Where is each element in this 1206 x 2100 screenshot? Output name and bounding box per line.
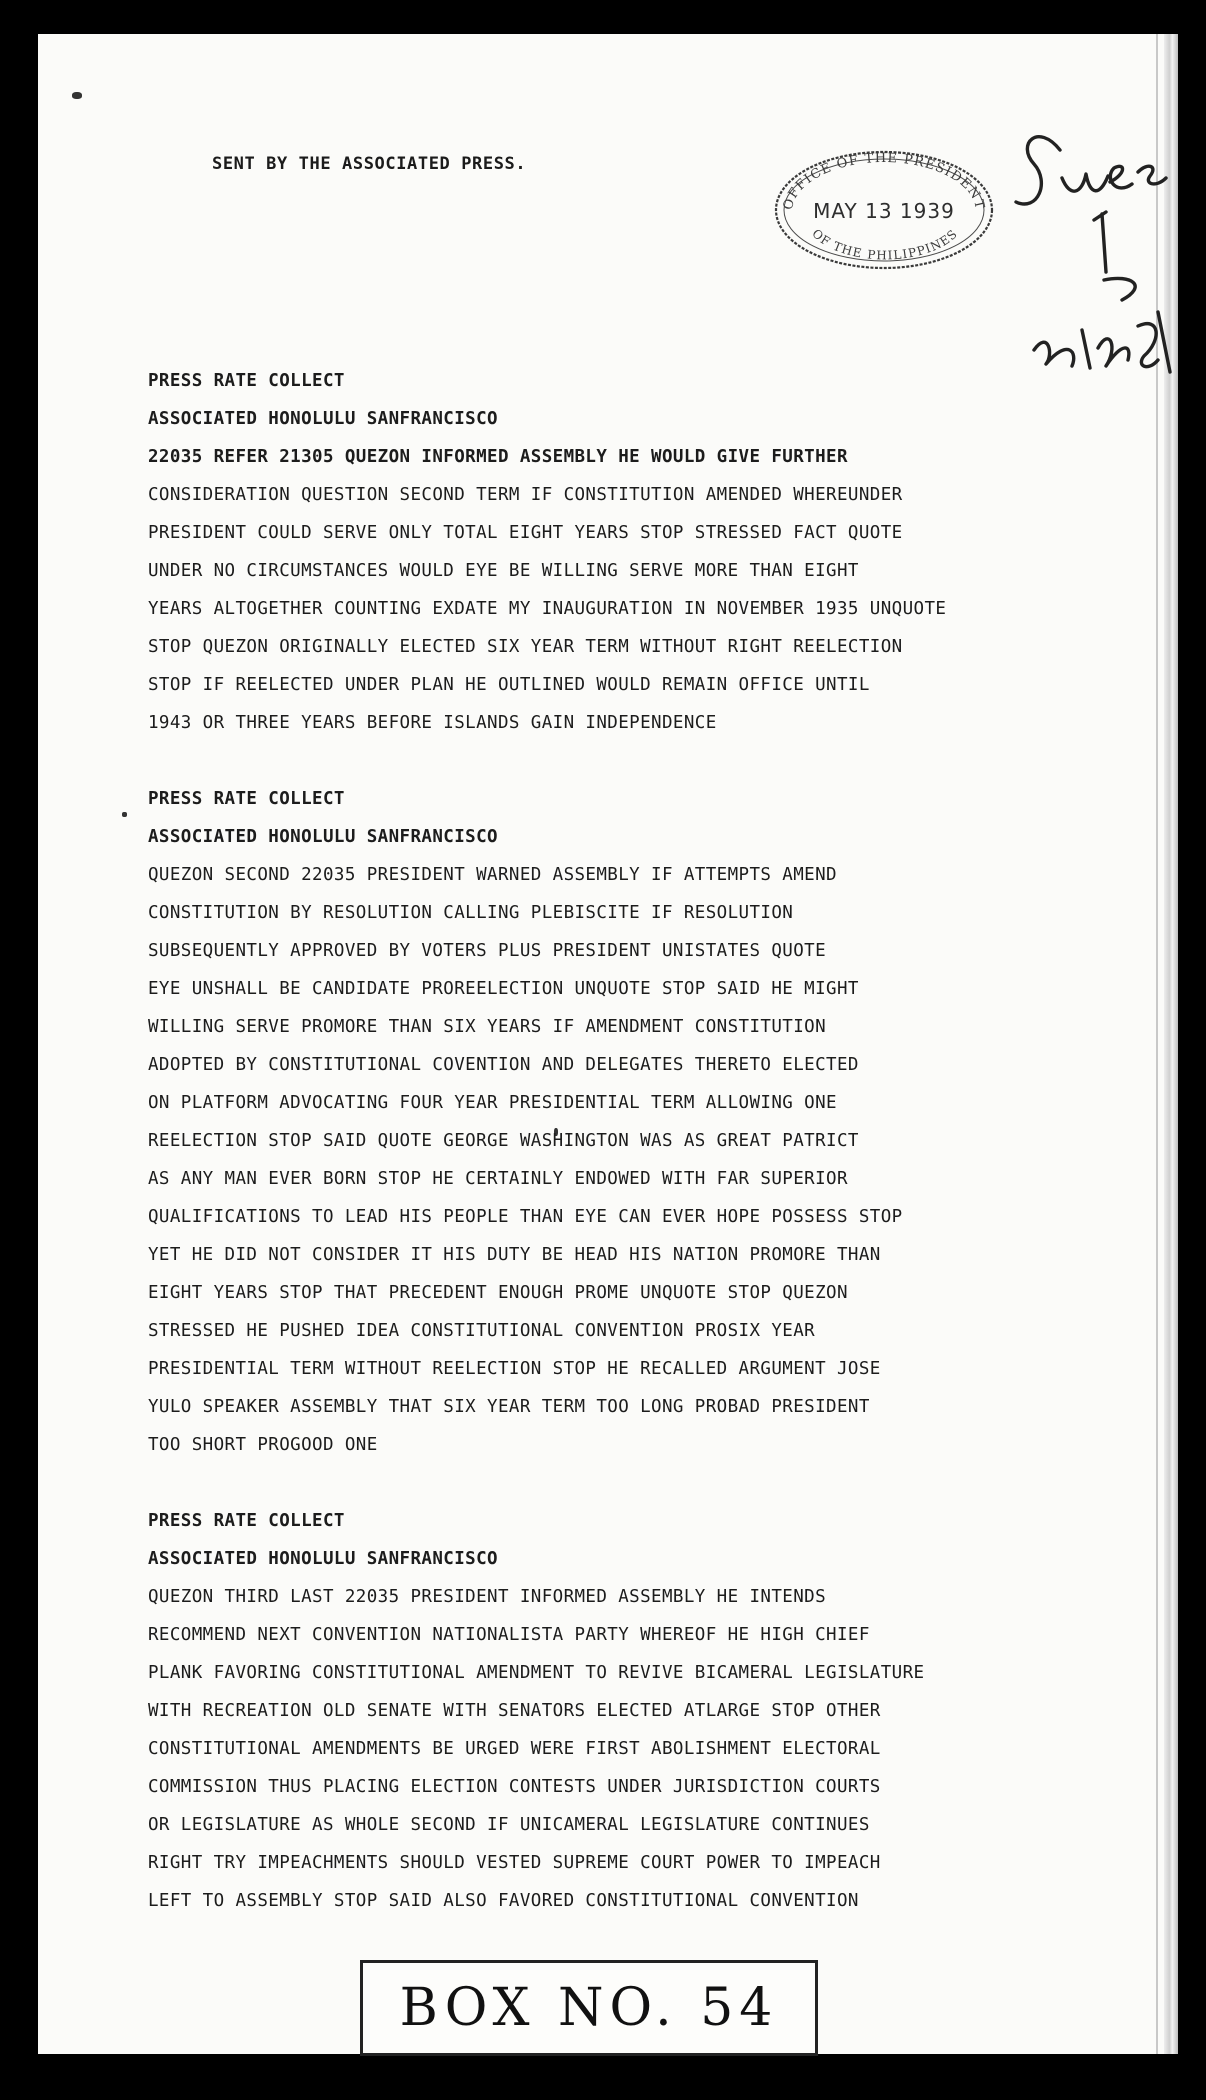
dispatch-line: ADOPTED BY CONSTITUTIONAL COVENTION AND DELEGATES THERETO ELECTED <box>148 1055 859 1075</box>
dispatch-line: QUALIFICATIONS TO LEAD HIS PEOPLE THAN EYE CAN EVER HOPE POSSESS STOP <box>148 1207 903 1227</box>
dispatch-line: PRESS RATE COLLECT <box>148 371 345 391</box>
box-number-label: BOX NO. 54 <box>360 1960 818 2056</box>
dispatch-line: YET HE DID NOT CONSIDER IT HIS DUTY BE HEAD HIS NATION PROMORE THAN <box>148 1245 881 1265</box>
dispatch-line: STRESSED HE PUSHED IDEA CONSTITUTIONAL CONVENTION PROSIX YEAR <box>148 1321 816 1341</box>
dispatch-line: QUEZON THIRD LAST 22035 PRESIDENT INFORMED ASSEMBLY HE INTENDS <box>148 1587 827 1607</box>
dispatch-line: QUEZON SECOND 22035 PRESIDENT WARNED ASSEMBLY IF ATTEMPTS AMEND <box>148 865 837 885</box>
dispatch-line: EIGHT YEARS STOP THAT PRECEDENT ENOUGH PROME UNQUOTE STOP QUEZON <box>148 1283 848 1303</box>
dispatch-line: WILLING SERVE PROMORE THAN SIX YEARS IF AMENDMENT CONSTITUTION <box>148 1017 827 1037</box>
ink-speck <box>122 812 127 817</box>
stamp-top-text: OFFICE OF THE PRESIDENT <box>780 150 988 212</box>
stamp-bottom-text: OF THE PHILIPPINES <box>809 226 961 263</box>
sent-by-header: SENT BY THE ASSOCIATED PRESS. <box>212 154 527 174</box>
dispatch-line: AS ANY MAN EVER BORN STOP HE CERTAINLY ENDOWED WITH FAR SUPERIOR <box>148 1169 848 1189</box>
stamp-date: MAY 13 1939 <box>813 199 955 223</box>
dispatch-line: PRESIDENTIAL TERM WITHOUT REELECTION STOP HE RECALLED ARGUMENT JOSE <box>148 1359 881 1379</box>
dispatch-line: STOP QUEZON ORIGINALLY ELECTED SIX YEAR TERM WITHOUT RIGHT REELECTION <box>148 637 903 657</box>
dispatch-line: WITH RECREATION OLD SENATE WITH SENATORS ELECTED ATLARGE STOP OTHER <box>148 1701 881 1721</box>
dispatch-line: REELECTION STOP SAID QUOTE GEORGE WASHINGTON WAS AS GREAT PATRICT <box>148 1131 859 1151</box>
office-of-president-stamp <box>770 146 998 272</box>
dispatch-line: PRESIDENT COULD SERVE ONLY TOTAL EIGHT YEARS STOP STRESSED FACT QUOTE <box>148 523 903 543</box>
document-page <box>38 34 1178 2054</box>
dispatch-line: STOP IF REELECTED UNDER PLAN HE OUTLINED WOULD REMAIN OFFICE UNTIL <box>148 675 870 695</box>
dispatch-line: ASSOCIATED HONOLULU SANFRANCISCO <box>148 1549 498 1569</box>
dispatch-line: 22035 REFER 21305 QUEZON INFORMED ASSEMBLY HE WOULD GIVE FURTHER <box>148 447 848 467</box>
dispatch-line: PLANK FAVORING CONSTITUTIONAL AMENDMENT TO REVIVE BICAMERAL LEGISLATURE <box>148 1663 925 1683</box>
dispatch-line: UNDER NO CIRCUMSTANCES WOULD EYE BE WILLING SERVE MORE THAN EIGHT <box>148 561 859 581</box>
dispatch-line: YEARS ALTOGETHER COUNTING EXDATE MY INAUGURATION IN NOVEMBER 1935 UNQUOTE <box>148 599 947 619</box>
dispatch-line: CONSIDERATION QUESTION SECOND TERM IF CONSTITUTION AMENDED WHEREUNDER <box>148 485 903 505</box>
dispatch-line: ASSOCIATED HONOLULU SANFRANCISCO <box>148 409 498 429</box>
dispatch-line: PRESS RATE COLLECT <box>148 1511 345 1531</box>
dispatch-line: RECOMMEND NEXT CONVENTION NATIONALISTA PARTY WHEREOF HE HIGH CHIEF <box>148 1625 870 1645</box>
dispatch-line: SUBSEQUENTLY APPROVED BY VOTERS PLUS PRESIDENT UNISTATES QUOTE <box>148 941 827 961</box>
dispatch-line: TOO SHORT PROGOOD ONE <box>148 1435 378 1455</box>
dispatch-line: OR LEGISLATURE AS WHOLE SECOND IF UNICAMERAL LEGISLATURE CONTINUES <box>148 1815 870 1835</box>
dispatch-line: EYE UNSHALL BE CANDIDATE PROREELECTION UNQUOTE STOP SAID HE MIGHT <box>148 979 859 999</box>
dispatch-line: PRESS RATE COLLECT <box>148 789 345 809</box>
dispatch-line: CONSTITUTION BY RESOLUTION CALLING PLEBISCITE IF RESOLUTION <box>148 903 794 923</box>
dispatch-line: YULO SPEAKER ASSEMBLY THAT SIX YEAR TERM TOO LONG PROBAD PRESIDENT <box>148 1397 870 1417</box>
dispatch-line: RIGHT TRY IMPEACHMENTS SHOULD VESTED SUPREME COURT POWER TO IMPEACH <box>148 1853 881 1873</box>
dispatch-body <box>148 362 1108 1920</box>
dispatch-block-3 <box>148 1502 1108 1920</box>
dispatch-line: LEFT TO ASSEMBLY STOP SAID ALSO FAVORED CONSTITUTIONAL CONVENTION <box>148 1891 859 1911</box>
dispatch-block-1 <box>148 362 1108 742</box>
dispatch-block-2 <box>148 780 1108 1464</box>
dispatch-line: 1943 OR THREE YEARS BEFORE ISLANDS GAIN INDEPENDENCE <box>148 713 717 733</box>
dispatch-line: CONSTITUTIONAL AMENDMENTS BE URGED WERE FIRST ABOLISHMENT ELECTORAL <box>148 1739 881 1759</box>
handwritten-annotation <box>998 104 1178 394</box>
dispatch-line: ASSOCIATED HONOLULU SANFRANCISCO <box>148 827 498 847</box>
svg-text:OF THE PHILIPPINES <box>809 226 960 262</box>
ink-speck <box>72 92 82 99</box>
dispatch-line: ON PLATFORM ADVOCATING FOUR YEAR PRESIDENTIAL TERM ALLOWING ONE <box>148 1093 837 1113</box>
dispatch-line: COMMISSION THUS PLACING ELECTION CONTESTS UNDER JURISDICTION COURTS <box>148 1777 881 1797</box>
